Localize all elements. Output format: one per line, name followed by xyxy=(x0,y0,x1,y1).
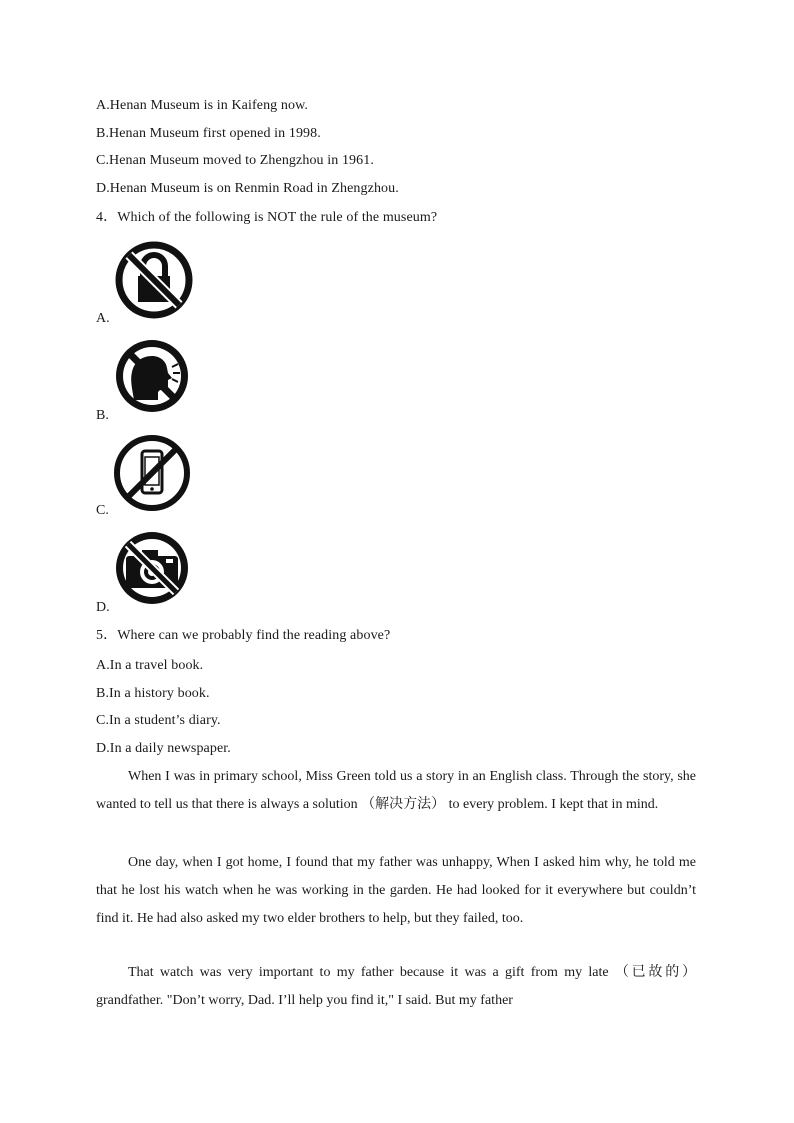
q4-option-a-letter: A. xyxy=(96,311,110,326)
q5-option-c: C.In a student’s diary. xyxy=(96,713,221,728)
q3-option-a: A.Henan Museum is in Kaifeng now. xyxy=(96,98,308,113)
no-talking-icon xyxy=(112,336,192,416)
q4-option-d-letter: D. xyxy=(96,600,110,615)
q5-question: 5．Where can we probably find the reading above? xyxy=(96,628,391,643)
q5-option-d: D.In a daily newspaper. xyxy=(96,741,231,756)
q5-option-b: B.In a history book. xyxy=(96,686,210,701)
q3-option-c: C.Henan Museum moved to Zhengzhou in 1961. xyxy=(96,153,374,168)
q4-option-c-letter: C. xyxy=(96,503,109,518)
q3-option-b: B.Henan Museum first opened in 1998. xyxy=(96,126,321,141)
q3-option-d: D.Henan Museum is on Renmin Road in Zhengzhou. xyxy=(96,181,399,196)
passage-paragraph-1: When I was in primary school, Miss Green told us a story in an English class. Through the story, she wanted to tell us that there is always a solution （解决方法） to every problem. I kept that in mind. xyxy=(96,769,696,812)
passage-paragraph-2: One day, when I got home, I found that my father was unhappy, When I asked him why, he told me that he lost his watch when he was working in the garden. He had looked for it everywhere but couldn’t find it. He had also asked my two elder brothers to help, but they failed, too. xyxy=(96,855,696,926)
no-phone-icon xyxy=(112,433,192,513)
q4-question: 4．Which of the following is NOT the rule of the museum? xyxy=(96,210,438,225)
q5-option-a: A.In a travel book. xyxy=(96,658,204,673)
passage-paragraph-3: That watch was very important to my father because it was a gift from my late （已故的） grandfather. "Don’t worry, Dad. I’ll help you find it," I said. But my father xyxy=(96,965,696,1008)
no-camera-icon xyxy=(112,528,192,608)
q4-option-b-letter: B. xyxy=(96,408,109,423)
no-lock-icon xyxy=(114,240,194,320)
